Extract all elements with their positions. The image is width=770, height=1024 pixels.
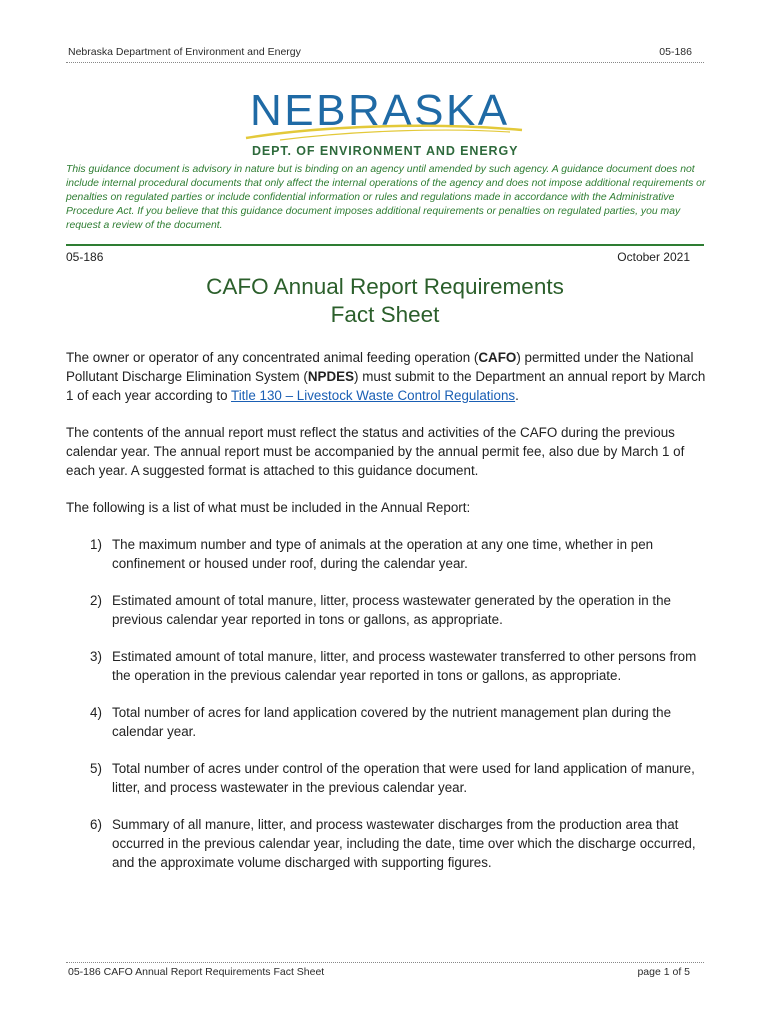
page-footer xyxy=(66,962,704,981)
requirement-number: 4) xyxy=(90,705,102,720)
npdes-term: NPDES xyxy=(307,369,355,384)
logo-subtitle: DEPT. OF ENVIRONMENT AND ENERGY xyxy=(252,144,519,158)
intro-text-b: ) permitted under the National Pollutant Discharge Elimination System ( xyxy=(66,350,694,384)
requirement-text: Total number of acres under control of the operation that were used for land application of manure, litter, and process wastewater in the previous calendar year. xyxy=(112,761,695,795)
title-line-1: CAFO Annual Report Requirements xyxy=(206,274,564,299)
requirement-item xyxy=(66,591,706,629)
section-divider xyxy=(66,244,704,246)
document-number: 05-186 xyxy=(66,250,104,264)
guidance-disclaimer: This guidance document is advisory in nature but is binding on an agency until amended by such agency. A guidance document does not include internal procedural documents that only affect the internal operations of the agency and does not impose additional requirements or penalties on regulated parties or include confidential information or rules and regulations made in accordance with the Administrative Procedure Act. If you believe that this guidance document imposes additional requirements or penalties on regulated parties, you may request a review of the document. xyxy=(66,164,706,231)
logo-swoosh-icon xyxy=(240,122,530,144)
requirements-list xyxy=(66,535,706,872)
page-header xyxy=(66,44,704,63)
cafo-term: CAFO xyxy=(478,350,517,365)
document-body xyxy=(66,348,706,890)
intro-text-d: . xyxy=(515,388,519,403)
contents-paragraph: The contents of the annual report must reflect the status and activities of the CAFO during the previous calendar year. The annual report must be accompanied by the annual permit fee, also due by March 1 of each year. A suggested format is attached to this guidance document. xyxy=(66,425,685,478)
footer-doc-title: 05-186 CAFO Annual Report Requirements Fact Sheet xyxy=(68,966,325,978)
requirement-item xyxy=(66,759,706,797)
requirement-text: The maximum number and type of animals at the operation at any one time, whether in pen confinement or housed under roof, during the calendar year. xyxy=(112,537,654,571)
ndee-logo xyxy=(240,86,530,162)
list-intro-paragraph: The following is a list of what must be included in the Annual Report: xyxy=(66,500,471,515)
requirement-number: 6) xyxy=(90,817,102,832)
header-doc-id: 05-186 xyxy=(659,46,692,58)
requirement-number: 1) xyxy=(90,537,102,552)
intro-text-c: ) must submit to the Department an annual report by March 1 of each year according to xyxy=(66,369,706,403)
requirement-text: Estimated amount of total manure, litter, process wastewater generated by the operation in the previous calendar year reported in tons or gallons, as appropriate. xyxy=(112,593,671,627)
requirement-number: 2) xyxy=(90,593,102,608)
header-agency: Nebraska Department of Environment and Energy xyxy=(68,46,301,58)
requirement-text: Estimated amount of total manure, litter, and process wastewater transferred to other persons from the operation in the previous calendar year reported in tons or gallons, as appropriate. xyxy=(112,649,697,683)
footer-page-number: page 1 of 5 xyxy=(637,966,690,978)
requirement-item xyxy=(66,647,706,685)
intro-text-a: The owner or operator of any concentrated animal feeding operation ( xyxy=(66,350,479,365)
requirement-text: Total number of acres for land application covered by the nutrient management plan during the calendar year. xyxy=(112,705,672,739)
page-title xyxy=(0,273,770,329)
requirement-number: 3) xyxy=(90,649,102,664)
requirement-item xyxy=(66,703,706,741)
requirement-item xyxy=(66,535,706,573)
intro-paragraph xyxy=(66,348,706,405)
requirement-text: Summary of all manure, litter, and process wastewater discharges from the production area that occurred in the previous calendar year, including the date, time over which the discharge occurred, and the approximate volume discharged with supporting figures. xyxy=(112,817,696,870)
requirement-number: 5) xyxy=(90,761,102,776)
document-date: October 2021 xyxy=(617,250,690,264)
title-130-link[interactable]: Title 130 – Livestock Waste Control Regulations xyxy=(231,388,516,403)
title-line-2: Fact Sheet xyxy=(330,302,440,327)
logo-wordmark: NEBRASKA xyxy=(250,86,510,135)
requirement-item xyxy=(66,815,706,872)
